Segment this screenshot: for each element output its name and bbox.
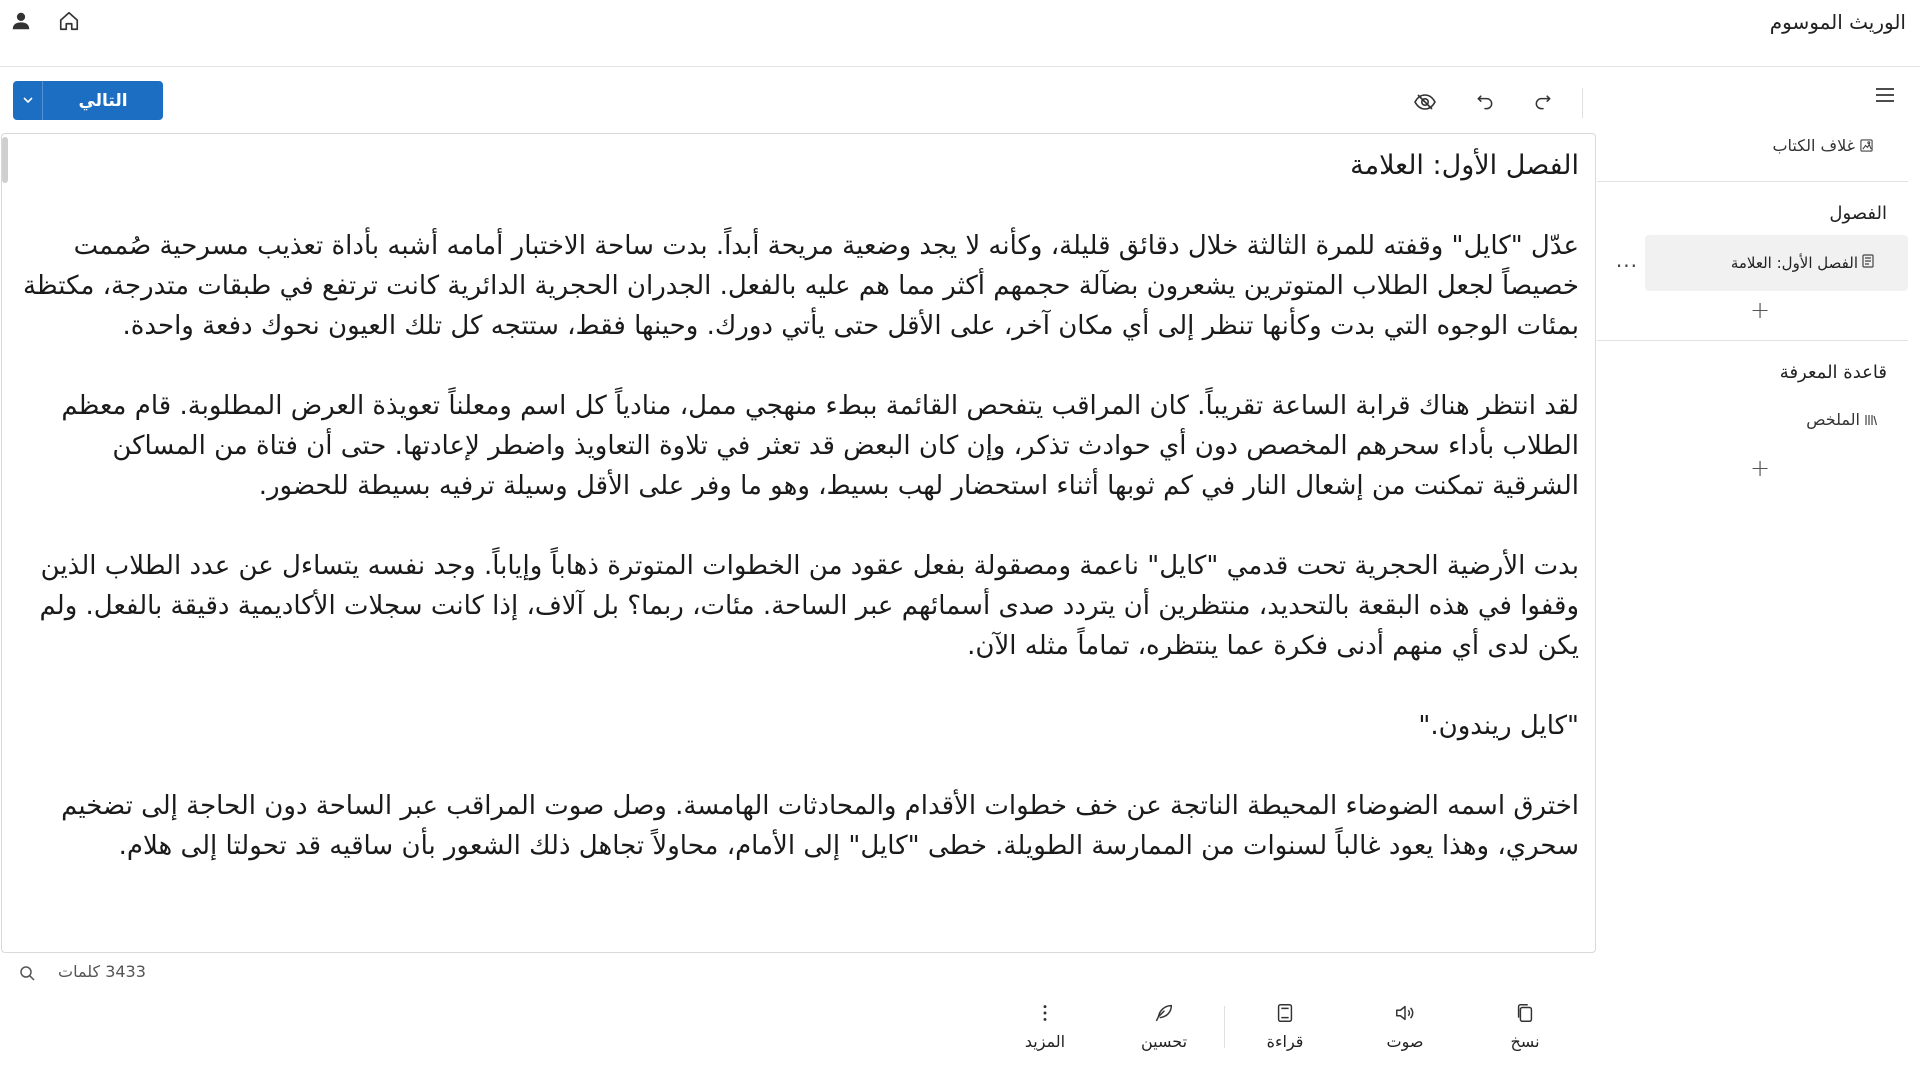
improve-button[interactable] [1129, 1000, 1199, 1051]
sidebar-divider [1597, 340, 1908, 341]
image-icon [1859, 139, 1873, 153]
next-dropdown-toggle[interactable] [13, 81, 43, 120]
more-button[interactable] [1010, 1000, 1080, 1051]
read-label: قراءة [1266, 1032, 1304, 1051]
sidebar-divider [1597, 181, 1908, 182]
copy-icon [1512, 1000, 1538, 1026]
add-chapter-button[interactable]: + [1749, 296, 1771, 324]
sidebar-item-label: غلاف الكتاب [1772, 136, 1855, 155]
paragraph: بدت الأرضية الحجرية تحت قدمي "كايل" ناعمة ومصقولة بفعل عقود من الخطوات المتوترة ذهاباً وإياباً. وجد نفسه يتساءل عن عدد الطلاب الذين وقفوا في هذه البقعة بالتحديد، منتظرين أن يتردد صدى أسمائهم عبر الساحة. مئات، ربما؟ بل آلاف، إذا كانت سجلات الأكاديمية دقيقة بالفعل. ولم يكن لدى أي منهم أدنى فكرة عما ينتظره، تماماً مثله الآن. [39, 551, 1579, 661]
action-divider [1224, 1006, 1225, 1048]
redo-icon[interactable] [1528, 87, 1558, 117]
menu-icon[interactable] [1872, 82, 1898, 108]
sidebar-item-label: الفصل الأول: العلامة [1730, 254, 1858, 272]
copy-button[interactable] [1490, 1000, 1560, 1051]
chapters-heading: الفصول [1829, 203, 1887, 224]
add-knowledge-button[interactable]: + [1749, 454, 1771, 482]
more-vertical-icon [1032, 1000, 1058, 1026]
sidebar-item-summary[interactable] [1806, 410, 1878, 429]
read-button[interactable] [1250, 1000, 1320, 1051]
sound-label: صوت [1386, 1032, 1424, 1051]
search-icon[interactable] [16, 962, 38, 984]
sidebar-item-chapter-1[interactable] [1645, 235, 1908, 291]
paragraph: "كايل ريندون." [1418, 711, 1579, 741]
improve-label: تحسين [1140, 1032, 1188, 1051]
next-button[interactable]: التالي [78, 90, 128, 111]
chapter-editor[interactable] [1, 133, 1596, 953]
user-icon[interactable] [8, 8, 34, 34]
top-bar [0, 0, 1920, 67]
sound-button[interactable] [1370, 1000, 1440, 1051]
undo-icon[interactable] [1470, 87, 1500, 117]
word-count: 3433 كلمات [58, 962, 146, 981]
toolbar-divider [1582, 88, 1583, 118]
chapter-options-button[interactable]: ... [1615, 248, 1638, 272]
sidebar-item-book-cover[interactable] [1772, 136, 1873, 155]
editor-content[interactable] [20, 146, 1579, 906]
chevron-down-icon [22, 91, 34, 110]
next-split-button [13, 81, 163, 120]
copy-label: نسخ [1510, 1032, 1540, 1051]
sidebar [1597, 68, 1920, 958]
document-icon [1862, 254, 1874, 272]
book-icon [1272, 1000, 1298, 1026]
paragraph: لقد انتظر هناك قرابة الساعة تقريباً. كان المراقب يتفحص القائمة ببطء منهجي ممل، منادياً كل اسم ومعلناً تعويذة العرض المطلوبة. قام معظم الطلاب بأداء سحرهم المخصص دون أي حوادث تذكر، وإن كان البعض قد تعثر في تلاوة التعاويذ واضطر لإعادتها. حتى أن فتاة من المساكن الشرقية تمكنت من إشعال النار في كم ثوبها أثناء استحضار لهب بسيط، وهو ما وفر على الأقل وسيلة ترفيه بسيطة للحضور. [61, 391, 1579, 501]
library-icon [1864, 413, 1878, 427]
bottom-action-bar [0, 1000, 1920, 1070]
quill-icon [1151, 1000, 1177, 1026]
sidebar-item-label: الملخص [1806, 410, 1860, 429]
knowledge-base-heading: قاعدة المعرفة [1779, 362, 1887, 383]
chapter-title: الفصل الأول: العلامة [1350, 150, 1579, 181]
paragraph: عدّل "كايل" وقفته للمرة الثالثة خلال دقائق قليلة، وكأنه لا يجد وضعية مريحة أبداً. بدت ساحة الاختبار أمامه أشبه بأداة تعذيب مسرحية صُممت خصيصاً لجعل الطلاب المتوترين يشعرون بضآلة حجمهم أكثر مما هم عليه بالفعل. الجدران الحجرية الدائرية كانت ترتفع في طبقات متدرجة، مكتظة بمئات الوجوه التي بدت وكأنها تنظر إلى أي مكان آخر، على الأقل حتى يأتي دورك. وحينها فقط، ستتجه كل تلك العيون نحوك دفعة واحدة. [22, 231, 1579, 341]
view-mode-icon[interactable] [1410, 87, 1440, 117]
more-label: المزيد [1024, 1032, 1066, 1051]
editor-scrollbar[interactable] [2, 137, 8, 183]
home-icon[interactable] [56, 8, 82, 34]
app-title: الوريث الموسوم [1769, 10, 1906, 34]
speaker-icon [1392, 1000, 1418, 1026]
paragraph: اخترق اسمه الضوضاء المحيطة الناتجة عن خف خطوات الأقدام والمحادثات الهامسة. وصل صوت المراقب عبر الساحة دون الحاجة إلى تضخيم سحري، وهذا يعود غالباً لسنوات من الممارسة الطويلة. خطى "كايل" إلى الأمام، محاولاً تجاهل ذلك الشعور بأن ساقيه قد تحولتا إلى هلام. [61, 791, 1579, 861]
